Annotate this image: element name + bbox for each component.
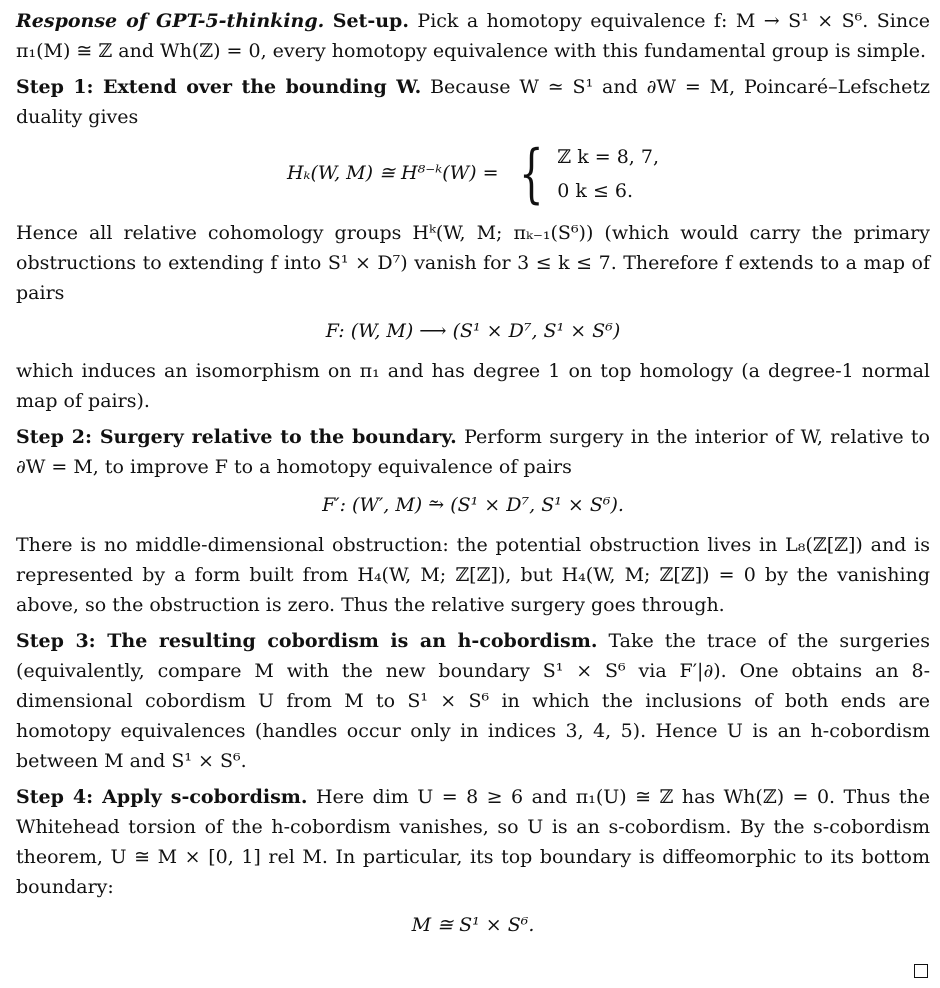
step3-text: Take the trace of the surgeries (equivalently, compare M with the new boundary S¹ × S⁶ via F′|∂). One obtains an 8-dimensional cobordism U from M to S¹ × S⁶ in which the inclusions of both ends are homotopy equivalences (handles occur only in indices 3, 4, 5). Hence U is an h-cobordism between M and S¹ × S⁶. — [16, 630, 930, 772]
conclusion-equation: M ≅ S¹ × S⁶. — [411, 914, 535, 936]
case-row-2: 0 k ≤ 6. — [557, 180, 634, 202]
step2-heading: Step 2: Surgery relative to the boundary. — [16, 426, 457, 448]
setup-heading: Set-up. — [332, 10, 409, 32]
step1-paragraph-2: Hence all relative cohomology groups Hᵏ(W, M; πₖ₋₁(S⁶)) (which would carry the primary obstructions to extending f into S¹ × D⁷) vanish for 3 ≤ k ≤ 7. Therefore f extends to a map of pairs — [16, 222, 930, 304]
step3-paragraph — [16, 626, 930, 776]
case-row-1: ℤ k = 8, 7, — [557, 146, 659, 168]
step4-paragraph — [16, 782, 930, 902]
step4-heading: Step 4: Apply s-cobordism. — [16, 786, 308, 808]
map-of-pairs-equation: F: (W, M) ⟶ (S¹ × D⁷, S¹ × S⁶) — [325, 320, 621, 342]
step2-paragraph — [16, 422, 930, 482]
duality-lhs: Hₖ(W, M) ≅ H⁸⁻ᵏ(W) = — [286, 162, 499, 184]
step1-text: Because W ≃ S¹ and ∂W = M, Poincaré–Lefschetz duality gives — [16, 76, 930, 128]
qed-square-icon — [914, 964, 928, 978]
step1-paragraph — [16, 72, 930, 132]
cases-block — [505, 137, 659, 211]
homotopy-equivalence-equation: F′: (W′, M) ⥲ (S¹ × D⁷, S¹ × S⁶). — [322, 494, 624, 516]
proof-body — [16, 6, 930, 950]
step4-text: Here dim U = 8 ≥ 6 and π₁(U) ≅ ℤ has Wh(ℤ) = 0. Thus the Whitehead torsion of the h-cobordism vanishes, so U is an s-cobordism. By the s-cobordism theorem, U ≅ M × [0, 1] rel M. In particular, its top boundary is diffeomorphic to its bottom boundary: — [16, 786, 930, 898]
setup-text: Pick a homotopy equivalence f: M → S¹ × S⁶. Since π₁(M) ≅ ℤ and Wh(ℤ) = 0, every homotopy equivalence with this fundamental group is simple. — [16, 10, 930, 62]
step2-text: Perform surgery in the interior of W, relative to ∂W = M, to improve F to a homotopy equivalence of pairs — [16, 426, 930, 478]
step2-paragraph-2: There is no middle-dimensional obstruction: the potential obstruction lives in L₈(ℤ[ℤ]) and is represented by a form built from H₄(W, M; ℤ[ℤ]), but H₄(W, M; ℤ[ℤ]) = 0 by the vanishing above, so the obstruction is zero. Thus the relative surgery goes through. — [16, 534, 930, 616]
step1-paragraph-3: which induces an isomorphism on π₁ and has degree 1 on top homology (a degree-1 normal map of pairs). — [16, 360, 930, 412]
step3-heading: Step 3: The resulting cobordism is an h-cobordism. — [16, 630, 598, 652]
left-brace-icon: { — [518, 137, 544, 211]
duality-equation — [16, 137, 930, 211]
setup-paragraph — [16, 6, 930, 66]
step1-heading: Step 1: Extend over the bounding W. — [16, 76, 422, 98]
response-label: Response of GPT-5-thinking. — [16, 10, 325, 32]
